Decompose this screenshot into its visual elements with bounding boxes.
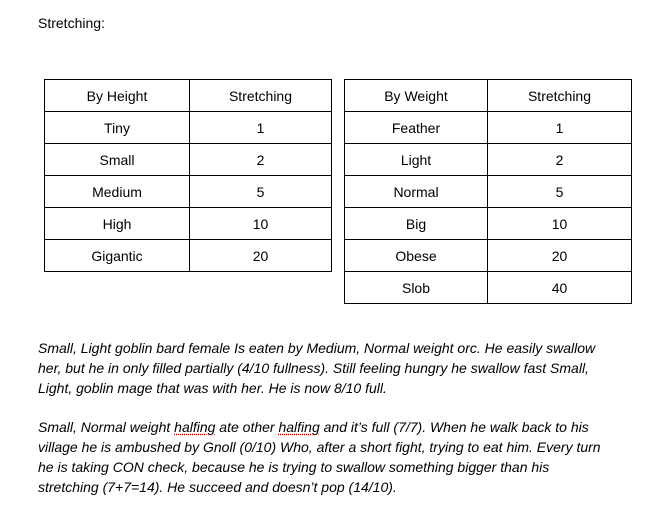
table-cell: 20 xyxy=(190,240,332,272)
table-cell: Normal xyxy=(345,176,488,208)
page-heading: Stretching: xyxy=(38,15,105,31)
table-row xyxy=(45,112,332,144)
paragraph-line-middle: ate other xyxy=(215,419,279,435)
table-cell: Tiny xyxy=(45,112,190,144)
table-cell: 40 xyxy=(488,272,632,304)
table-row xyxy=(345,112,632,144)
table-cell: Small xyxy=(45,144,190,176)
paragraph-line: Small, Light goblin bard female Is eaten by Medium, Normal weight orc. He easily swallow xyxy=(38,340,596,356)
table-row xyxy=(45,208,332,240)
table-header-row xyxy=(45,80,332,112)
weight-stretching-table xyxy=(344,79,632,304)
table-cell: Obese xyxy=(345,240,488,272)
table-cell: High xyxy=(45,208,190,240)
misspelled-word[interactable]: halfing xyxy=(174,419,216,435)
table-cell: Feather xyxy=(345,112,488,144)
paragraph-line-end: and it’s full (7/7). When he walk back to his xyxy=(319,419,589,435)
header-cell: By Weight xyxy=(345,80,488,112)
table-row xyxy=(345,144,632,176)
header-cell: Stretching xyxy=(190,80,332,112)
table-cell: 1 xyxy=(190,112,332,144)
story-paragraph-2 xyxy=(38,417,638,497)
table-row xyxy=(45,240,332,272)
table-cell: 1 xyxy=(488,112,632,144)
paragraph-line: he is taking CON check, because he is trying to swallow something bigger than his xyxy=(38,459,550,475)
table-row xyxy=(45,176,332,208)
height-stretching-table xyxy=(44,79,332,272)
table-row xyxy=(45,144,332,176)
misspelled-word[interactable]: halfing xyxy=(278,419,320,435)
table-cell: 10 xyxy=(190,208,332,240)
table-cell: Slob xyxy=(345,272,488,304)
table-cell: 5 xyxy=(488,176,632,208)
table-cell: 20 xyxy=(488,240,632,272)
table-cell: 2 xyxy=(488,144,632,176)
paragraph-line: Light, goblin mage that was with her. He is now 8/10 full. xyxy=(38,380,387,396)
table-cell: Gigantic xyxy=(45,240,190,272)
paragraph-line-start: Small, Normal weight xyxy=(38,419,175,435)
table-row xyxy=(345,208,632,240)
table-header-row xyxy=(345,80,632,112)
table-cell: Big xyxy=(345,208,488,240)
header-cell: By Height xyxy=(45,80,190,112)
table-cell: 5 xyxy=(190,176,332,208)
table-row xyxy=(345,176,632,208)
paragraph-line: village he is ambushed by Gnoll (0/10) Who, after a short fight, trying to eat him. Every turn xyxy=(38,439,601,455)
header-cell: Stretching xyxy=(488,80,632,112)
table-row xyxy=(345,272,632,304)
paragraph-line: stretching (7+7=14). He succeed and doesn’t pop (14/10). xyxy=(38,479,397,495)
table-cell: 10 xyxy=(488,208,632,240)
paragraph-line: her, but he in only filled partially (4/10 fullness). Still feeling hungry he swallow fast Small, xyxy=(38,360,589,376)
table-cell: Medium xyxy=(45,176,190,208)
table-cell: Light xyxy=(345,144,488,176)
story-paragraph-1 xyxy=(38,338,638,398)
table-cell: 2 xyxy=(190,144,332,176)
table-row xyxy=(345,240,632,272)
